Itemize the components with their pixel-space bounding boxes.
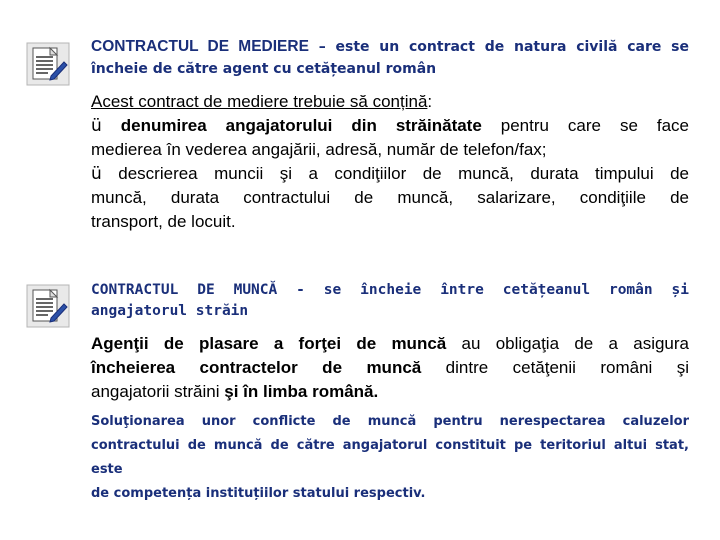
section2-heading: CONTRACTUL DE MUNCĂ - se încheie între cetățeanul român și angajatorul străin: [91, 282, 689, 319]
section2-paragraph: Agenţii de plasare a forţei de muncă au obligaţia de a asigura încheierea contractelor de muncă dintre cetăţenii români şi angajatorii străini şi în limba română.: [91, 334, 690, 401]
check-icon: ü: [91, 116, 102, 136]
check-icon: ü: [91, 164, 102, 184]
document-note-icon: [26, 284, 70, 328]
section1-paragraph: Acest contract de mediere trebuie să conțină: ü denumirea angajatorului din străinătate pentru care se face medierea în vederea angajării, adresă, număr de telefon/fax; ü descrierea muncii şi a condiţiilor de muncă, durata timpului de muncă, durata contractului de muncă, salarizare, condiţiile de transport, de locuit.: [91, 92, 689, 231]
intro-text: Acest contract de mediere trebuie să conțină: [91, 92, 428, 111]
section2-note: Soluţionarea unor conflicte de muncă pentru nerespectarea caluzelor contractului de muncă de către angajatorul constituit pe teritoriul altui stat, este de competența instituțiilor statului respectiv.: [91, 414, 689, 501]
document-note-icon: [26, 42, 70, 86]
section1-heading: CONTRACTUL DE MEDIERE – este un contract de natura civilă care se încheie de către agent cu cetățeanul român: [91, 38, 689, 77]
